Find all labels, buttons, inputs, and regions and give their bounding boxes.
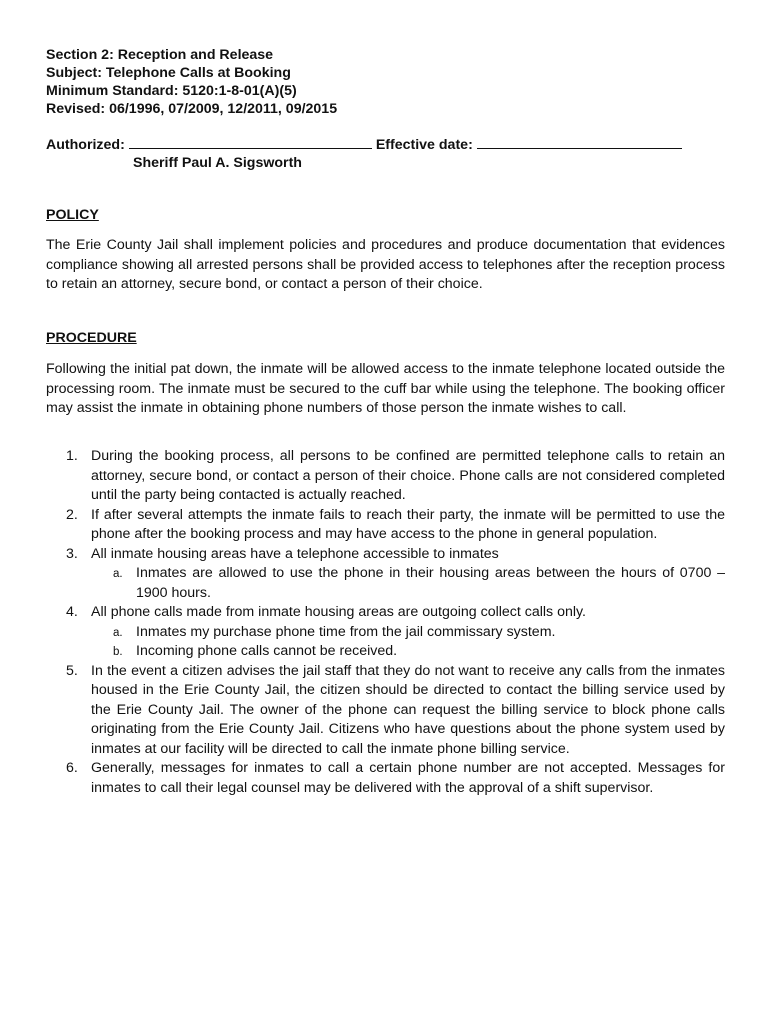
sub-list-item — [91, 642, 725, 662]
sub-item-letter: b. — [113, 646, 123, 658]
document-header — [46, 46, 736, 118]
procedure-intro: Following the initial pat down, the inmate will be allowed access to the inmate telephone located outside the processing room. The inmate must be secured to the cuff bar while using the telephone. The booking officer may assist the inmate in obtaining phone numbers of those person the inmate wishes to call. — [46, 361, 725, 416]
procedure-list — [46, 447, 725, 798]
authorized-label: Authorized: — [46, 137, 125, 153]
item-number: 5. — [66, 662, 78, 679]
item-text: All phone calls made from inmate housing areas are outgoing collect calls only. — [91, 604, 586, 620]
item-text: Generally, messages for inmates to call a certain phone number are not accepted. Messages for inmates to call their legal counsel may be delivered with the approval of a shift supervisor. — [91, 760, 725, 796]
list-item — [46, 759, 725, 798]
sub-item-letter: a. — [113, 626, 123, 639]
item-text: If after several attempts the inmate fails to reach their party, the inmate will be permitted to use the phone after the booking process and may have access to the phone in general population. — [91, 506, 725, 542]
list-item — [46, 662, 725, 760]
item-number: 6. — [66, 760, 78, 776]
revised-line: Revised: 06/1996, 07/2009, 12/2011, 09/2015 — [46, 101, 338, 117]
procedure-heading: PROCEDURE — [46, 330, 137, 346]
effective-date-label: Effective date: — [375, 137, 473, 153]
sub-item-text: Inmates are allowed to use the phone in their housing areas between the hours of 0700 – 1900 hours. — [136, 565, 725, 601]
item-text: In the event a citizen advises the jail staff that they do not want to receive any calls from the inmates housed in the Erie County Jail, the citizen should be directed to contact the billing service used by the Erie County Jail. The owner of the phone can request the billing service to block phone calls originating from the Erie County Jail. Citizens who have questions about the phone system used by inmates at our facility will be directed to call the inmate phone billing service. — [91, 662, 725, 757]
sub-item-letter: a. — [113, 568, 123, 580]
sub-item-text: Incoming phone calls cannot be received. — [136, 643, 398, 659]
authorization-block — [46, 136, 736, 172]
list-item — [46, 447, 725, 506]
list-item — [46, 545, 725, 604]
item-number: 1. — [66, 448, 78, 464]
sub-item-text: Inmates my purchase phone time from the jail commissary system. — [136, 623, 556, 640]
policy-heading: POLICY — [46, 207, 99, 223]
standard-line: Minimum Standard: 5120:1-8-01(A)(5) — [46, 83, 297, 99]
signatory-name: Sheriff Paul A. Sigsworth — [133, 155, 302, 171]
item-text: All inmate housing areas have a telephone accessible to inmates — [91, 545, 499, 562]
sub-list — [91, 564, 725, 603]
sub-list — [91, 623, 725, 662]
item-number: 3. — [66, 545, 78, 562]
list-item — [46, 506, 725, 545]
list-item — [46, 603, 725, 662]
authorized-signature-line — [129, 136, 372, 149]
sub-list-item — [91, 564, 725, 603]
section-line: Section 2: Reception and Release — [46, 47, 274, 63]
effective-date-line — [477, 136, 682, 149]
policy-text: The Erie County Jail shall implement policies and procedures and produce documentation that evidences compliance showing all arrested persons shall be provided access to telephones after the reception process to retain an attorney, secure bond, or contact a person of their choice. — [46, 237, 725, 292]
item-text: During the booking process, all persons to be confined are permitted telephone calls to retain an attorney, secure bond, or contact a person of their choice. Phone calls are not considered completed until the party being contacted is actually reached. — [91, 448, 725, 503]
subject-line: Subject: Telephone Calls at Booking — [46, 65, 291, 81]
item-number: 2. — [66, 506, 78, 523]
item-number: 4. — [66, 604, 78, 620]
sub-list-item — [91, 623, 725, 643]
